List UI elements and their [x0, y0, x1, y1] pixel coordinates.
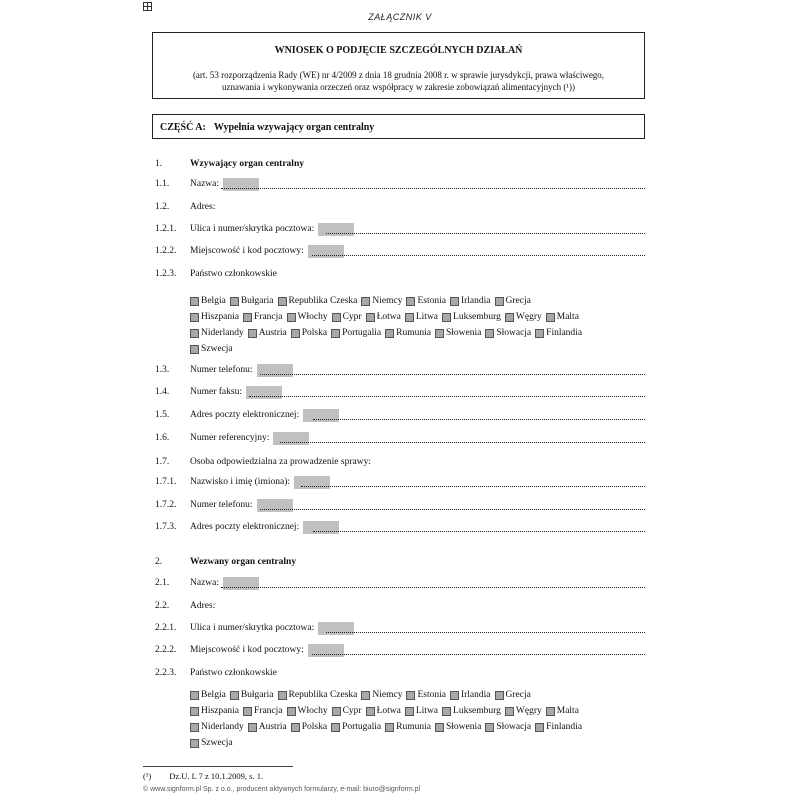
country-label: Włochy	[297, 312, 328, 322]
checklist-row	[190, 703, 650, 719]
country-checkbox[interactable]	[535, 329, 544, 338]
country-label: Cypr	[342, 706, 362, 716]
country-label: Polska	[301, 328, 328, 338]
member-state-checklist	[190, 293, 650, 357]
country-label: Malta	[556, 312, 579, 322]
country-checkbox[interactable]	[366, 313, 375, 322]
country-label: Szwecja	[201, 344, 233, 354]
country-label: Belgia	[201, 690, 226, 700]
country-label: Austria	[258, 722, 287, 732]
dotted-line	[260, 374, 645, 375]
country-label: Grecja	[505, 690, 531, 700]
field-number: 2.2.3.	[155, 668, 177, 678]
dotted-line	[260, 509, 645, 510]
dotted-line	[313, 419, 645, 420]
country-checkbox[interactable]	[243, 707, 252, 716]
country-label: Belgia	[201, 296, 226, 306]
checklist-row	[190, 735, 650, 751]
field-label: Nazwa:	[190, 179, 220, 189]
country-label: Węgry	[515, 706, 542, 716]
footnote	[143, 771, 263, 781]
dotted-line	[221, 188, 645, 189]
field-number: 1.6.	[155, 433, 170, 443]
country-label: Hiszpania	[201, 706, 239, 716]
country-label: Niemcy	[372, 690, 403, 700]
country-label: Słowacja	[496, 722, 532, 732]
field-label: Nazwisko i imię (imiona):	[190, 477, 290, 487]
section-number: 2.	[155, 557, 163, 567]
country-label: Niderlandy	[201, 722, 244, 732]
country-checkbox[interactable]	[278, 691, 287, 700]
field-label: Adres:	[190, 601, 216, 611]
country-checkbox[interactable]	[190, 739, 199, 748]
field-number: 1.4.	[155, 387, 170, 397]
checklist-row	[190, 293, 650, 309]
field-label: Miejscowość i kod pocztowy:	[190, 645, 304, 655]
country-label: Francja	[254, 706, 283, 716]
dotted-line	[280, 442, 645, 443]
field-number: 1.7.2.	[155, 500, 177, 510]
country-label: Węgry	[515, 312, 542, 322]
field-label: Numer referencyjny:	[190, 433, 270, 443]
field-number: 1.1.	[155, 179, 170, 189]
country-checkbox[interactable]	[190, 345, 199, 354]
country-checkbox[interactable]	[442, 707, 451, 716]
country-checkbox[interactable]	[287, 707, 296, 716]
country-checkbox[interactable]	[485, 723, 494, 732]
annex-label: ZAŁĄCZNIK V	[368, 12, 432, 22]
checklist-row	[190, 341, 650, 357]
checklist-row	[190, 687, 650, 703]
country-label: Litwa	[415, 706, 439, 716]
field-label: Numer telefonu:	[190, 500, 253, 510]
country-checkbox[interactable]	[361, 297, 370, 306]
country-label: Łotwa	[376, 706, 401, 716]
footnote-separator	[143, 766, 293, 767]
dotted-line	[326, 233, 645, 234]
country-checkbox[interactable]	[405, 313, 414, 322]
field-number: 1.7.1.	[155, 477, 177, 487]
country-checkbox[interactable]	[535, 723, 544, 732]
field-label: Osoba odpowiedzialna za prowadzenie sprawy:	[190, 457, 371, 467]
move-anchor-icon[interactable]	[143, 2, 152, 11]
country-checkbox[interactable]	[385, 329, 394, 338]
field-label: Numer faksu:	[190, 387, 242, 397]
country-label: Bułgaria	[240, 690, 274, 700]
subtitle-line-2: uznawania i wykonywania orzeczeń oraz współpracy w zakresie zobowiązań alimentacyjnych (¹))	[221, 82, 576, 92]
checklist-row	[190, 309, 650, 325]
field-number: 1.5.	[155, 410, 170, 420]
footer-credit: © www.signform.pl Sp. z o.o., producent aktywnych formularzy, e-mail: biuro@signform.pl	[143, 786, 421, 793]
country-label: Grecja	[505, 296, 531, 306]
country-checkbox[interactable]	[435, 329, 444, 338]
country-label: Francja	[254, 312, 283, 322]
country-label: Łotwa	[376, 312, 401, 322]
dotted-line	[249, 396, 645, 397]
field-label: Ulica i numer/skrytka pocztowa:	[190, 623, 315, 633]
field-number: 2.2.1.	[155, 623, 177, 633]
field-number: 2.2.2.	[155, 645, 177, 655]
field-number: 2.2.	[155, 601, 170, 611]
country-checkbox[interactable]	[450, 297, 459, 306]
subtitle-line-1: (art. 53 rozporządzenia Rady (WE) nr 4/2009 z dnia 18 grudnia 2008 r. w sprawie jurysdykcji, prawa właściwego,	[192, 70, 605, 80]
field-label: Ulica i numer/skrytka pocztowa:	[190, 224, 315, 234]
dotted-line	[301, 486, 645, 487]
country-label: Niderlandy	[201, 328, 244, 338]
country-checkbox[interactable]	[190, 707, 199, 716]
country-label: Cypr	[342, 312, 362, 322]
field-number: 1.7.	[155, 457, 170, 467]
section-number: 1.	[155, 159, 163, 169]
country-checkbox[interactable]	[505, 707, 514, 716]
field-number: 1.2.3.	[155, 269, 177, 279]
country-label: Irlandia	[460, 690, 491, 700]
field-number: 1.7.3.	[155, 522, 177, 532]
dotted-line	[312, 255, 645, 256]
country-label: Austria	[258, 328, 287, 338]
country-checkbox[interactable]	[406, 691, 415, 700]
country-checkbox[interactable]	[546, 707, 555, 716]
country-label: Niemcy	[372, 296, 403, 306]
field-number: 1.2.	[155, 202, 170, 212]
field-label: Adres poczty elektronicznej:	[190, 522, 300, 532]
country-checkbox[interactable]	[495, 691, 504, 700]
dotted-line	[326, 632, 645, 633]
field-number: 1.3.	[155, 365, 170, 375]
country-checkbox[interactable]	[331, 329, 340, 338]
country-checkbox[interactable]	[190, 723, 199, 732]
country-checkbox[interactable]	[190, 329, 199, 338]
field-number: 1.2.2.	[155, 246, 177, 256]
country-checkbox[interactable]	[385, 723, 394, 732]
part-a-title: Wypełnia wzywający organ centralny	[213, 122, 375, 133]
footnote-text: Dz.U. L 7 z 10.1.2009, s. 1.	[169, 771, 264, 781]
field-label: Nazwa:	[190, 578, 220, 588]
country-label: Słowacja	[496, 328, 532, 338]
country-checkbox[interactable]	[495, 297, 504, 306]
part-a-label: CZĘŚĆ A:	[160, 122, 206, 133]
country-checkbox[interactable]	[331, 723, 340, 732]
country-label: Bułgaria	[240, 296, 274, 306]
section-title: Wezwany organ centralny	[190, 557, 297, 567]
member-state-checklist	[190, 687, 650, 751]
field-number: 2.1.	[155, 578, 170, 588]
country-checkbox[interactable]	[287, 313, 296, 322]
form-subtitle	[163, 69, 634, 93]
country-checkbox[interactable]	[505, 313, 514, 322]
country-checkbox[interactable]	[366, 707, 375, 716]
country-checkbox[interactable]	[485, 329, 494, 338]
country-checkbox[interactable]	[332, 313, 341, 322]
country-checkbox[interactable]	[450, 691, 459, 700]
country-label: Słowenia	[445, 722, 482, 732]
country-checkbox[interactable]	[248, 329, 257, 338]
country-checkbox[interactable]	[243, 313, 252, 322]
dotted-line	[313, 531, 645, 532]
country-checkbox[interactable]	[190, 691, 199, 700]
country-label: Irlandia	[460, 296, 491, 306]
country-label: Litwa	[415, 312, 439, 322]
country-checkbox[interactable]	[406, 297, 415, 306]
country-label: Portugalia	[342, 328, 382, 338]
footnote-marker: (¹)	[143, 771, 152, 781]
country-label: Estonia	[417, 296, 446, 306]
country-label: Estonia	[417, 690, 446, 700]
field-label: Numer telefonu:	[190, 365, 253, 375]
part-a-box	[152, 114, 645, 139]
country-checkbox[interactable]	[230, 691, 239, 700]
checklist-row	[190, 719, 650, 735]
country-label: Republika Czeska	[288, 296, 358, 306]
country-checkbox[interactable]	[546, 313, 555, 322]
country-checkbox[interactable]	[291, 723, 300, 732]
country-checkbox[interactable]	[278, 297, 287, 306]
country-label: Rumunia	[396, 328, 431, 338]
section-title: Wzywający organ centralny	[190, 159, 304, 169]
country-label: Luksemburg	[453, 312, 501, 322]
form-title: WNIOSEK O PODJĘCIE SZCZEGÓLNYCH DZIAŁAŃ	[274, 45, 523, 56]
country-label: Rumunia	[396, 722, 431, 732]
country-checkbox[interactable]	[190, 313, 199, 322]
country-checkbox[interactable]	[442, 313, 451, 322]
country-checkbox[interactable]	[248, 723, 257, 732]
country-label: Słowenia	[445, 328, 482, 338]
country-label: Malta	[556, 706, 579, 716]
field-label: Adres poczty elektronicznej:	[190, 410, 300, 420]
field-label: Miejscowość i kod pocztowy:	[190, 246, 304, 256]
country-checkbox[interactable]	[190, 297, 199, 306]
country-label: Luksemburg	[453, 706, 501, 716]
field-label: Adres:	[190, 202, 216, 212]
country-label: Włochy	[297, 706, 328, 716]
country-checkbox[interactable]	[435, 723, 444, 732]
country-checkbox[interactable]	[332, 707, 341, 716]
country-label: Szwecja	[201, 738, 233, 748]
country-checkbox[interactable]	[230, 297, 239, 306]
field-label: Państwo członkowskie	[190, 668, 277, 678]
country-checkbox[interactable]	[405, 707, 414, 716]
country-checkbox[interactable]	[361, 691, 370, 700]
country-label: Finlandia	[546, 328, 583, 338]
country-label: Polska	[301, 722, 328, 732]
checklist-row	[190, 325, 650, 341]
field-number: 1.2.1.	[155, 224, 177, 234]
country-label: Finlandia	[546, 722, 583, 732]
country-checkbox[interactable]	[291, 329, 300, 338]
country-label: Hiszpania	[201, 312, 239, 322]
dotted-line	[312, 654, 645, 655]
dotted-line	[221, 587, 645, 588]
country-label: Portugalia	[342, 722, 382, 732]
title-box	[152, 32, 645, 99]
field-label: Państwo członkowskie	[190, 269, 277, 279]
part-a-heading	[160, 122, 374, 133]
country-label: Republika Czeska	[288, 690, 358, 700]
